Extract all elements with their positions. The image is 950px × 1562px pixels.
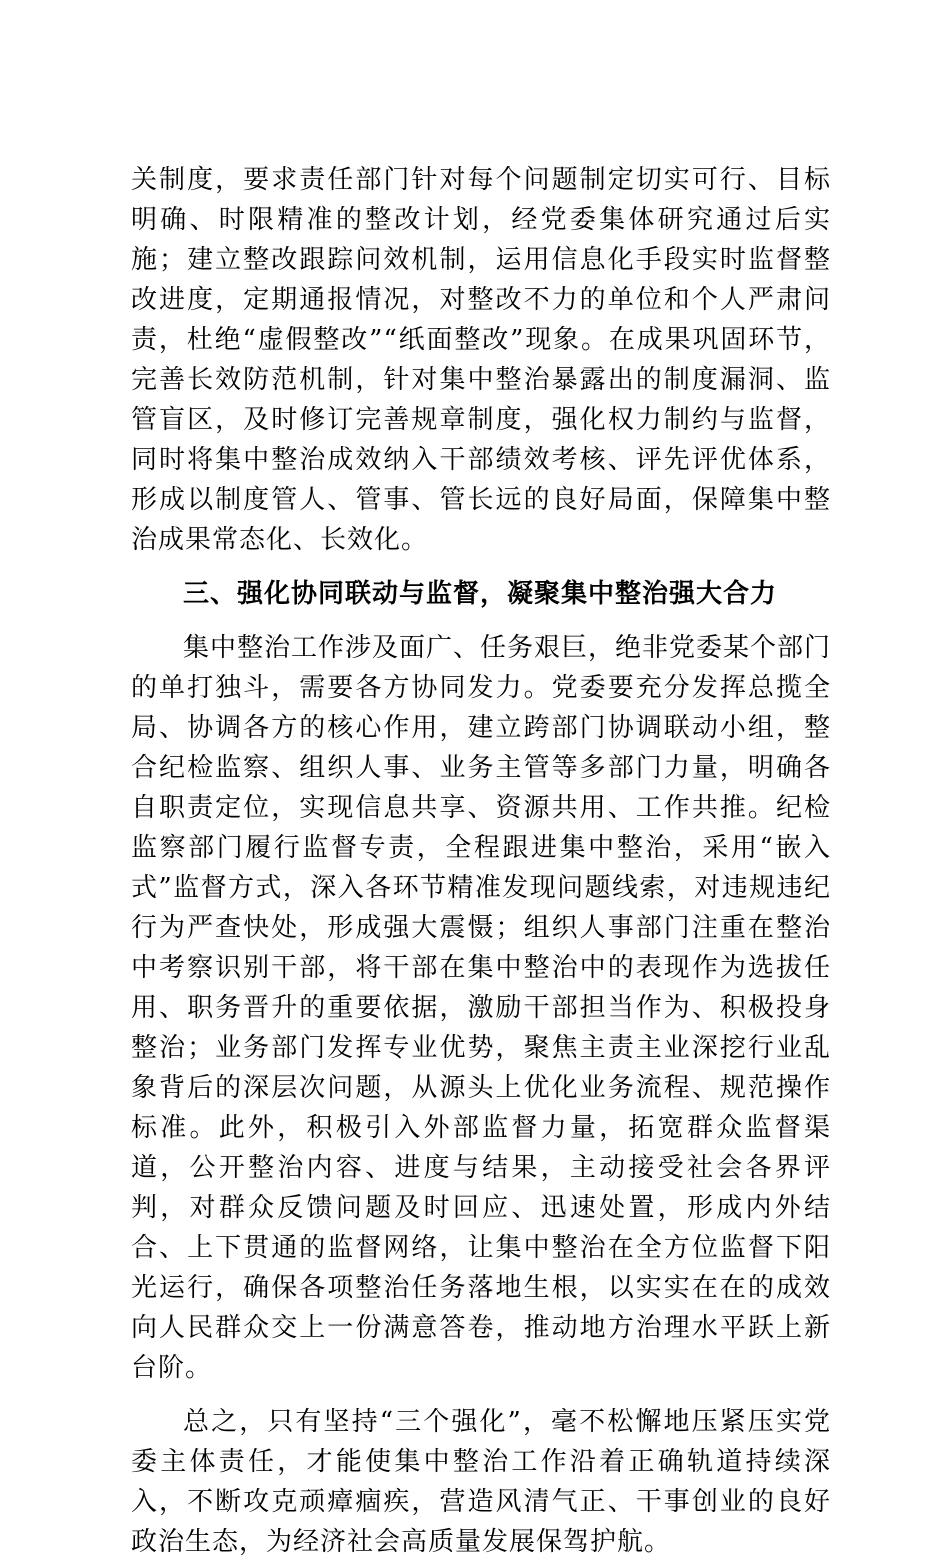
paragraph-conclusion: 总之，只有坚持“三个强化”，毫不松懈地压紧压实党委主体责任，才能使集中整治工作沿着正确轨道持续深入，不断攻克顽瘴痼疾，营造风清气正、干事创业的良好政治生态，为经济社会高质量发展保驾护航。	[131, 1407, 831, 1557]
document-body	[131, 160, 831, 1562]
section-heading: 三、强化协同联动与监督，凝聚集中整治强大合力	[183, 579, 778, 609]
paragraph-continued: 关制度，要求责任部门针对每个问题制定切实可行、目标明确、时限精准的整改计划，经党委集体研究通过后实施；建立整改跟踪问效机制，运用信息化手段实时监督整改进度，定期通报情况，对整改不力的单位和个人严肃问责，杜绝“虚假整改”“纸面整改”现象。在成果巩固环节，完善长效防范机制，针对集中整治暴露出的制度漏洞、监管盲区，及时修订完善规章制度，强化权力制约与监督，同时将集中整治成效纳入干部绩效考核、评先评优体系，形成以制度管人、管事、管长远的良好局面，保障集中整治成果常态化、长效化。	[131, 165, 831, 555]
paragraph-section-three: 集中整治工作涉及面广、任务艰巨，绝非党委某个部门的单打独斗，需要各方协同发力。党委要充分发挥总揽全局、协调各方的核心作用，建立跨部门协调联动小组，整合纪检监察、组织人事、业务主管等多部门力量，明确各自职责定位，实现信息共享、资源共用、工作共推。纪检监察部门履行监督专责，全程跟进集中整治，采用“嵌入式”监督方式，深入各环节精准发现问题线索，对违规违纪行为严查快处，形成强大震慑；组织人事部门注重在整治中考察识别干部，将干部在集中整治中的表现作为选拔任用、职务晋升的重要依据，激励干部担当作为、积极投身整治；业务部门发挥专业优势，聚焦主责主业深挖行业乱象背后的深层次问题，从源头上优化业务流程、规范操作标准。此外，积极引入外部监督力量，拓宽群众监督渠道，公开整治内容、进度与结果，主动接受社会各界评判，对群众反馈问题及时回应、迅速处置，形成内外结合、上下贯通的监督网络，让集中整治在全方位监督下阳光运行，确保各项整治任务落地生根，以实实在在的成效向人民群众交上一份满意答卷，推动地方治理水平跃上新台阶。	[131, 633, 832, 1383]
paragraph-gap	[131, 1388, 831, 1402]
